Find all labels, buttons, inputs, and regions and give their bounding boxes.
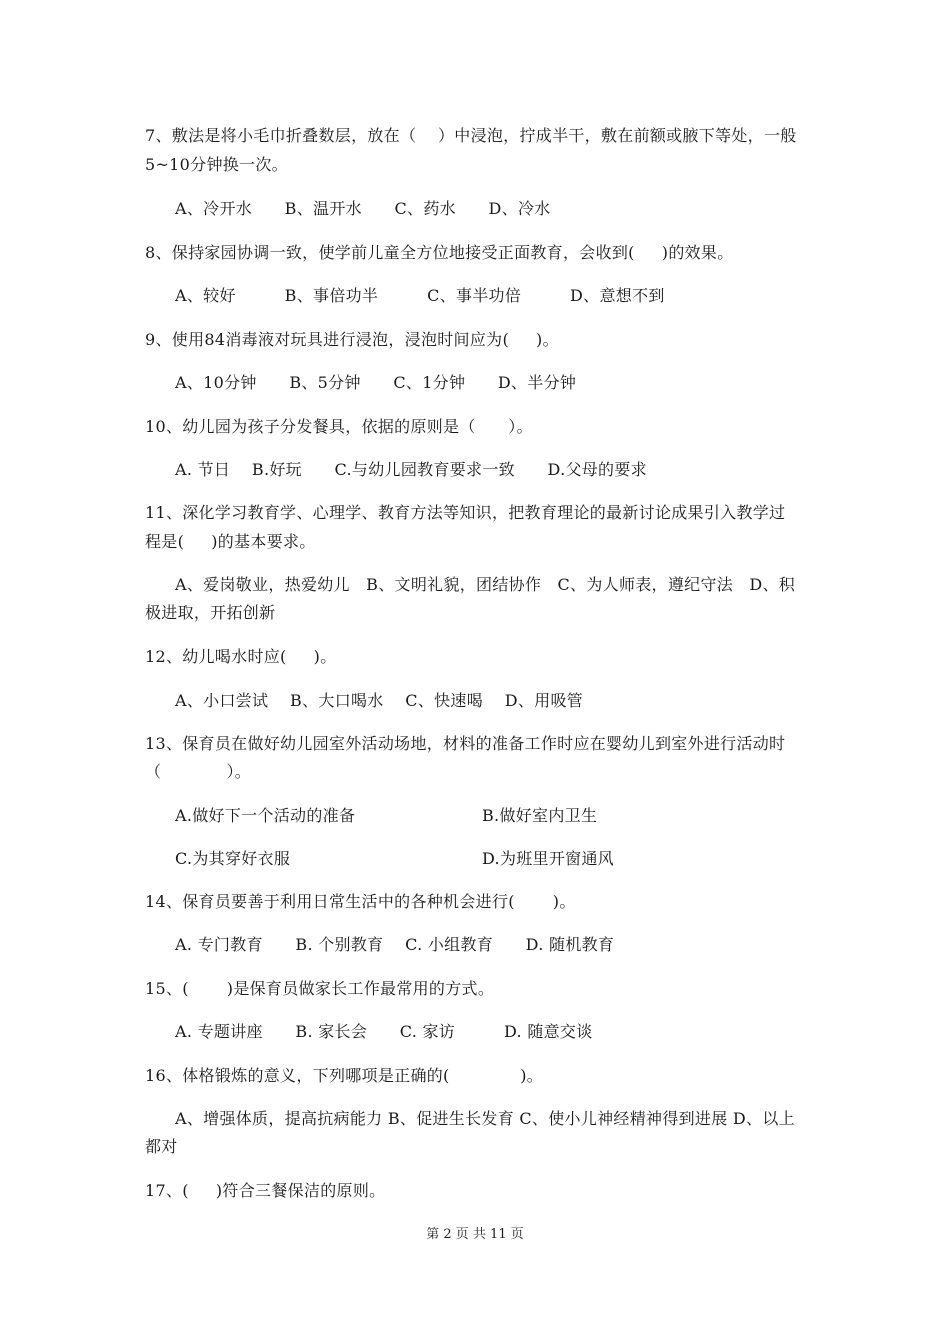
- question-10-text: 10、幼儿园为孩子分发餐具，依据的原则是（ ）。: [145, 417, 533, 436]
- question-7-line-2: 5~10分钟换一次。: [145, 155, 288, 174]
- question-7-options: A、冷开水 B、温开水 C、药水 D、冷水: [175, 199, 551, 218]
- page-footer: 第 2 页 共 11 页: [426, 1227, 524, 1242]
- question-16-text: 16、体格锻炼的意义，下列哪项是正确的( )。: [145, 1066, 544, 1085]
- question-9-options: A、10分钟 B、5分钟 C、1分钟 D、半分钟: [175, 373, 577, 392]
- question-13-option-c: C.为其穿好衣服: [175, 849, 291, 868]
- question-16-options-line-2: 都对: [145, 1137, 178, 1156]
- question-9-text: 9、使用84消毒液对玩具进行浸泡，浸泡时间应为( )。: [145, 330, 559, 349]
- question-15-options: A. 专题讲座 B. 家长会 C. 家访 D. 随意交谈: [175, 1022, 593, 1041]
- question-14-options: A. 专门教育 B. 个别教育 C. 小组教育 D. 随机教育: [175, 935, 615, 954]
- question-15-text: 15、( )是保育员做家长工作最常用的方式。: [145, 979, 495, 998]
- question-14-text: 14、保育员要善于利用日常生活中的各种机会进行( )。: [145, 892, 576, 911]
- question-12-options: A、小口尝试 B、大口喝水 C、快速喝 D、用吸管: [175, 691, 584, 710]
- question-12-text: 12、幼儿喝水时应( )。: [145, 647, 337, 666]
- question-10-options: A. 节日 B.好玩 C.与幼儿园教育要求一致 D.父母的要求: [175, 460, 647, 479]
- question-17-text: 17、( )符合三餐保洁的原则。: [145, 1181, 386, 1200]
- question-13-option-b: B.做好室内卫生: [482, 806, 598, 825]
- question-11-options-line-1: A、爱岗敬业，热爱幼儿 B、文明礼貌，团结协作 C、为人师表，遵纪守法 D、积: [175, 575, 796, 594]
- question-8-options: A、较好 B、事倍功半 C、事半功倍 D、意想不到: [175, 286, 665, 305]
- question-13-option-a: A.做好下一个活动的准备: [175, 806, 356, 825]
- question-16-options-line-1: A、增强体质，提高抗病能力 B、促进生长发育 C、使小儿神经精神得到进展 D、以上: [175, 1109, 795, 1128]
- question-8-text: 8、保持家园协调一致，使学前儿童全方位地接受正面教育，会收到( )的效果。: [145, 243, 734, 262]
- question-11-line-1: 11、深化学习教育学、心理学、教育方法等知识，把教育理论的最新讨论成果引入教学过: [145, 503, 786, 522]
- question-13-line-1: 13、保育员在做好幼儿园室外活动场地，材料的准备工作时应在婴幼儿到室外进行活动时: [145, 734, 786, 753]
- question-7-line-1: 7、敷法是将小毛巾折叠数层，放在（ ）中浸泡，拧成半干，敷在前额或腋下等处，一般: [145, 126, 797, 145]
- question-11-line-2: 程是( )的基本要求。: [145, 532, 316, 551]
- question-11-options-line-2: 极进取，开拓创新: [145, 603, 276, 622]
- question-13-line-2: （ ）。: [145, 762, 252, 781]
- question-13-option-d: D.为班里开窗通风: [482, 849, 615, 868]
